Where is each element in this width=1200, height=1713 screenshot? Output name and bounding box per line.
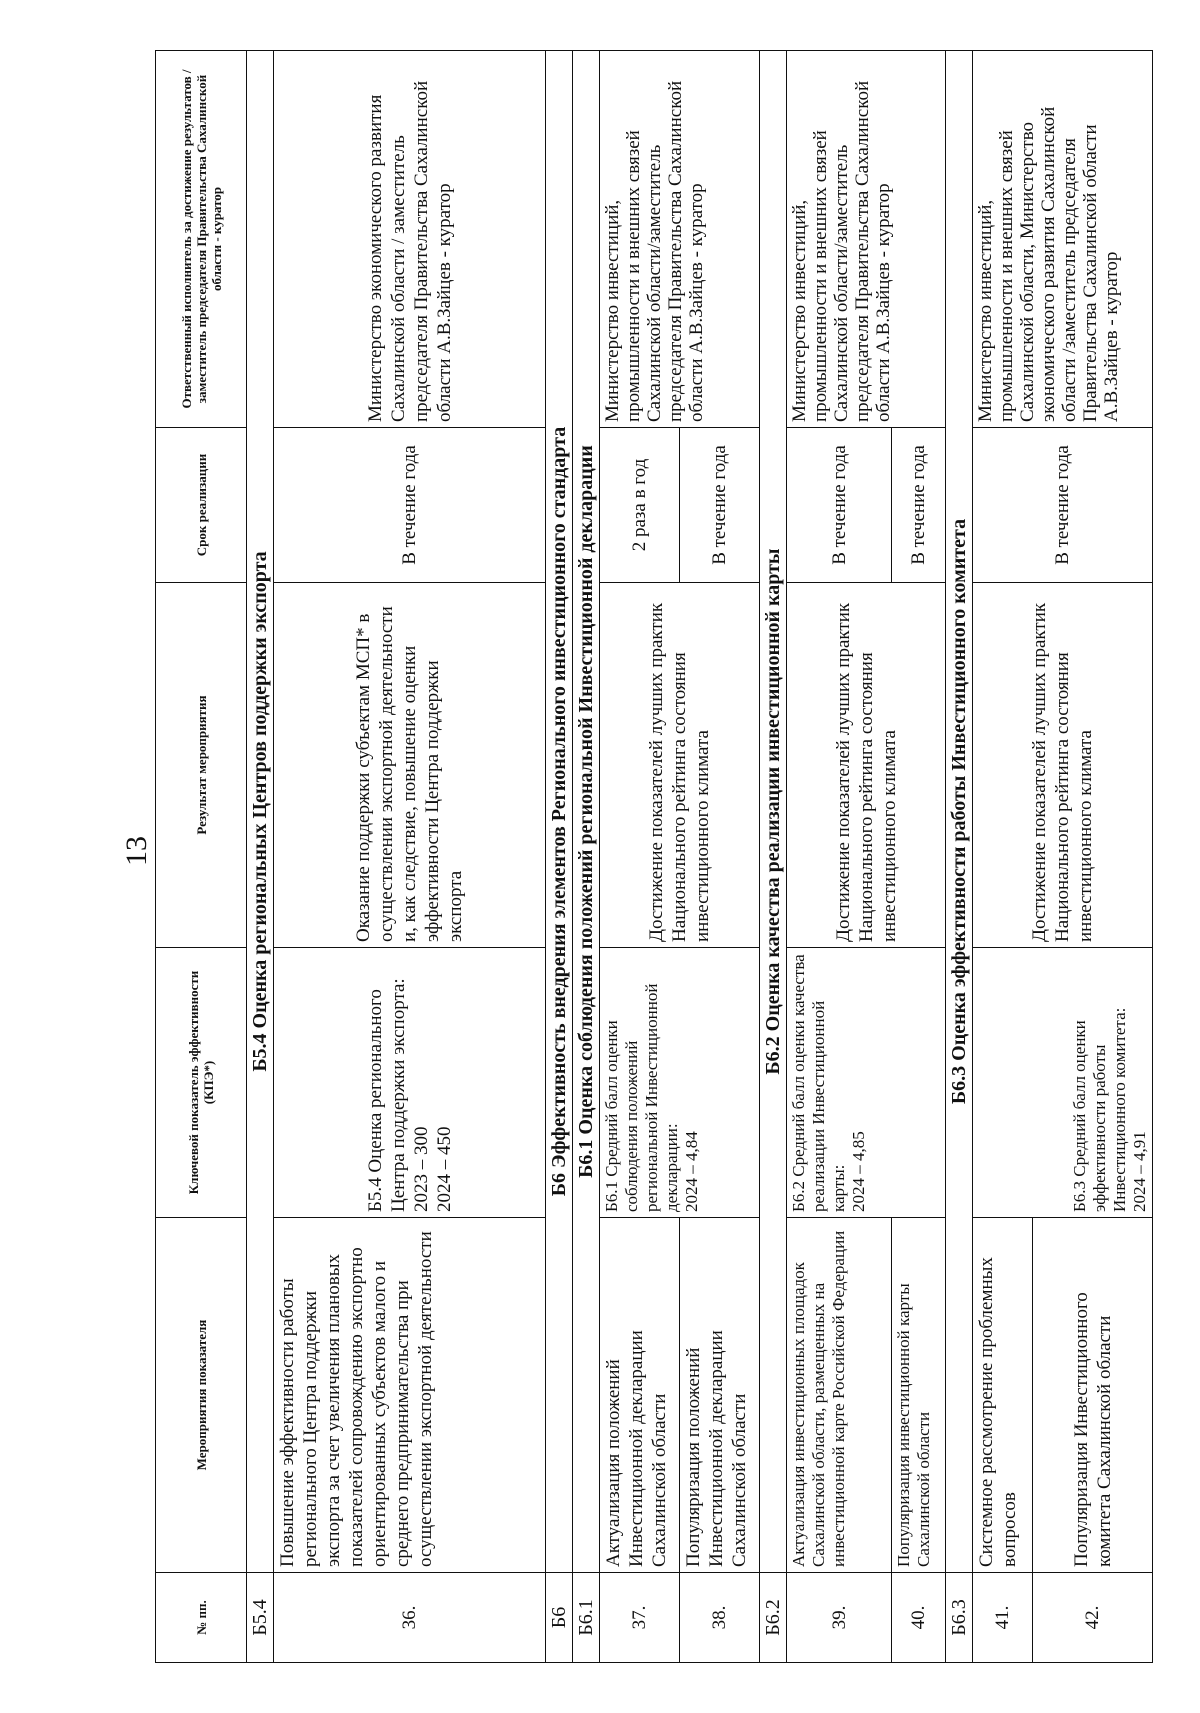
section-title: Б5.4 Оценка региональных Центров поддержки экспорта bbox=[247, 51, 274, 1573]
section-title: Б6.2 Оценка качества реализации инвестиционной карты bbox=[760, 51, 787, 1573]
section-row-b61 bbox=[573, 51, 600, 1663]
kpi-cell: Б6.2 Средний балл оценки качества реализации Инвестиционной карты: 2024 – 4,85 bbox=[787, 948, 946, 1218]
row-number: 37. bbox=[600, 1573, 680, 1663]
section-row-b62 bbox=[760, 51, 787, 1663]
section-code: Б6.2 bbox=[760, 1573, 787, 1663]
header-event: Мероприятия показателя bbox=[156, 1218, 247, 1573]
term-cell: В течение года bbox=[680, 428, 760, 583]
section-title: Б6 Эффективность внедрения элементов Регионального инвестиционного стандарта bbox=[546, 51, 573, 1573]
header-term: Срок реализации bbox=[156, 428, 247, 583]
measures-table bbox=[155, 50, 1153, 1663]
event-cell: Популяризация положений Инвестиционной декларации Сахалинской области bbox=[680, 1218, 760, 1573]
term-cell: В течение года bbox=[274, 428, 546, 583]
row-number: 39. bbox=[787, 1573, 892, 1663]
section-code: Б6 bbox=[546, 1573, 573, 1663]
table-row-39 bbox=[787, 51, 892, 1663]
table-row-37 bbox=[600, 51, 680, 1663]
section-row-b6 bbox=[546, 51, 573, 1663]
kpi-cell: Б6.3 Средний балл оценки эффективности работы Инвестиционного комитета: 2024 – 4,91 bbox=[973, 948, 1153, 1218]
term-cell: В течение года bbox=[787, 428, 892, 583]
header-result: Результат мероприятия bbox=[156, 583, 247, 948]
section-row-b54 bbox=[247, 51, 274, 1663]
event-cell: Популяризация инвестиционной карты Сахалинской области bbox=[892, 1218, 946, 1573]
section-row-b63 bbox=[946, 51, 973, 1663]
kpi-cell: Б6.1 Средний балл оценки соблюдения положений региональной Инвестиционной декларации: 2024 – 4,84 bbox=[600, 948, 760, 1218]
header-responsible: Ответственный исполнитель за достижение результатов / заместитель председателя Правительства Сахалинской области - куратор bbox=[156, 51, 247, 428]
row-number: 40. bbox=[892, 1573, 946, 1663]
term-cell: 2 раза в год bbox=[600, 428, 680, 583]
row-number: 38. bbox=[680, 1573, 760, 1663]
responsible-cell: Министерство инвестиций, промышленности и внешних связей Сахалинской области/заместитель председателя Правительства Сахалинской области А.В.Зайцев - куратор bbox=[787, 51, 946, 428]
event-cell: Актуализация положений Инвестиционной декларации Сахалинской области bbox=[600, 1218, 680, 1573]
table-row-41 bbox=[973, 51, 1033, 1663]
term-cell: В течение года bbox=[973, 428, 1153, 583]
row-number: 42. bbox=[1033, 1573, 1153, 1663]
table-row-36 bbox=[274, 51, 546, 1663]
rotated-table-container bbox=[155, 51, 1149, 1663]
row-number: 41. bbox=[973, 1573, 1033, 1663]
event-cell: Системное рассмотрение проблемных вопросов bbox=[973, 1218, 1033, 1573]
row-number: 36. bbox=[274, 1573, 546, 1663]
section-code: Б5.4 bbox=[247, 1573, 274, 1663]
table-header-row bbox=[156, 51, 247, 1663]
responsible-cell: Министерство инвестиций, промышленности и внешних связей Сахалинской области, Министерство экономического развития Сахалинской области /заместитель председателя Правительства Сахалинской области А.В.Зайцев - куратор bbox=[973, 51, 1153, 428]
result-cell: Оказание поддержки субъектам МСП* в осуществлении экспортной деятельности и, как следствие, повышение оценки эффективности Центра поддержки экспорта bbox=[274, 583, 546, 948]
header-kpi: Ключевой показатель эффективности (КПЭ*) bbox=[156, 948, 247, 1218]
result-cell: Достижение показателей лучших практик Национального рейтинга состояния инвестиционного климата bbox=[600, 583, 760, 948]
event-cell: Актуализация инвестиционных площадок Сахалинской области, размещенных на инвестиционной карте Российской Федерации bbox=[787, 1218, 892, 1573]
responsible-cell: Министерство экономического развития Сахалинской области / заместитель председателя Правительства Сахалинской области А.В.Зайцев - куратор bbox=[274, 51, 546, 428]
event-cell: Повышение эффективности работы регионального Центра поддержки экспорта за счет увеличения плановых показателей сопровождению экспортно ориентированных субъектов малого и среднего предпринимательства при осуществлении экспортной деятельности bbox=[274, 1218, 546, 1573]
section-code: Б6.1 bbox=[573, 1573, 600, 1663]
header-num: № пп. bbox=[156, 1573, 247, 1663]
result-cell: Достижение показателей лучших практик Национального рейтинга состояния инвестиционного климата bbox=[973, 583, 1153, 948]
section-title: Б6.3 Оценка эффективности работы Инвестиционного комитета bbox=[946, 51, 973, 1573]
kpi-cell: Б5.4 Оценка регионального Центра поддержки экспорта: 2023 – 300 2024 – 450 bbox=[274, 948, 546, 1218]
event-cell: Популяризация Инвестиционного комитета Сахалинской области bbox=[1033, 1218, 1153, 1573]
section-title: Б6.1 Оценка соблюдения положений региональной Инвестиционной декларации bbox=[573, 51, 600, 1573]
responsible-cell: Министерство инвестиций, промышленности и внешних связей Сахалинской области/заместитель председателя Правительства Сахалинской области А.В.Зайцев - куратор bbox=[600, 51, 760, 428]
result-cell: Достижение показателей лучших практик Национального рейтинга состояния инвестиционного климата bbox=[787, 583, 946, 948]
term-cell: В течение года bbox=[892, 428, 946, 583]
section-code: Б6.3 bbox=[946, 1573, 973, 1663]
page-number: 13 bbox=[120, 836, 153, 866]
